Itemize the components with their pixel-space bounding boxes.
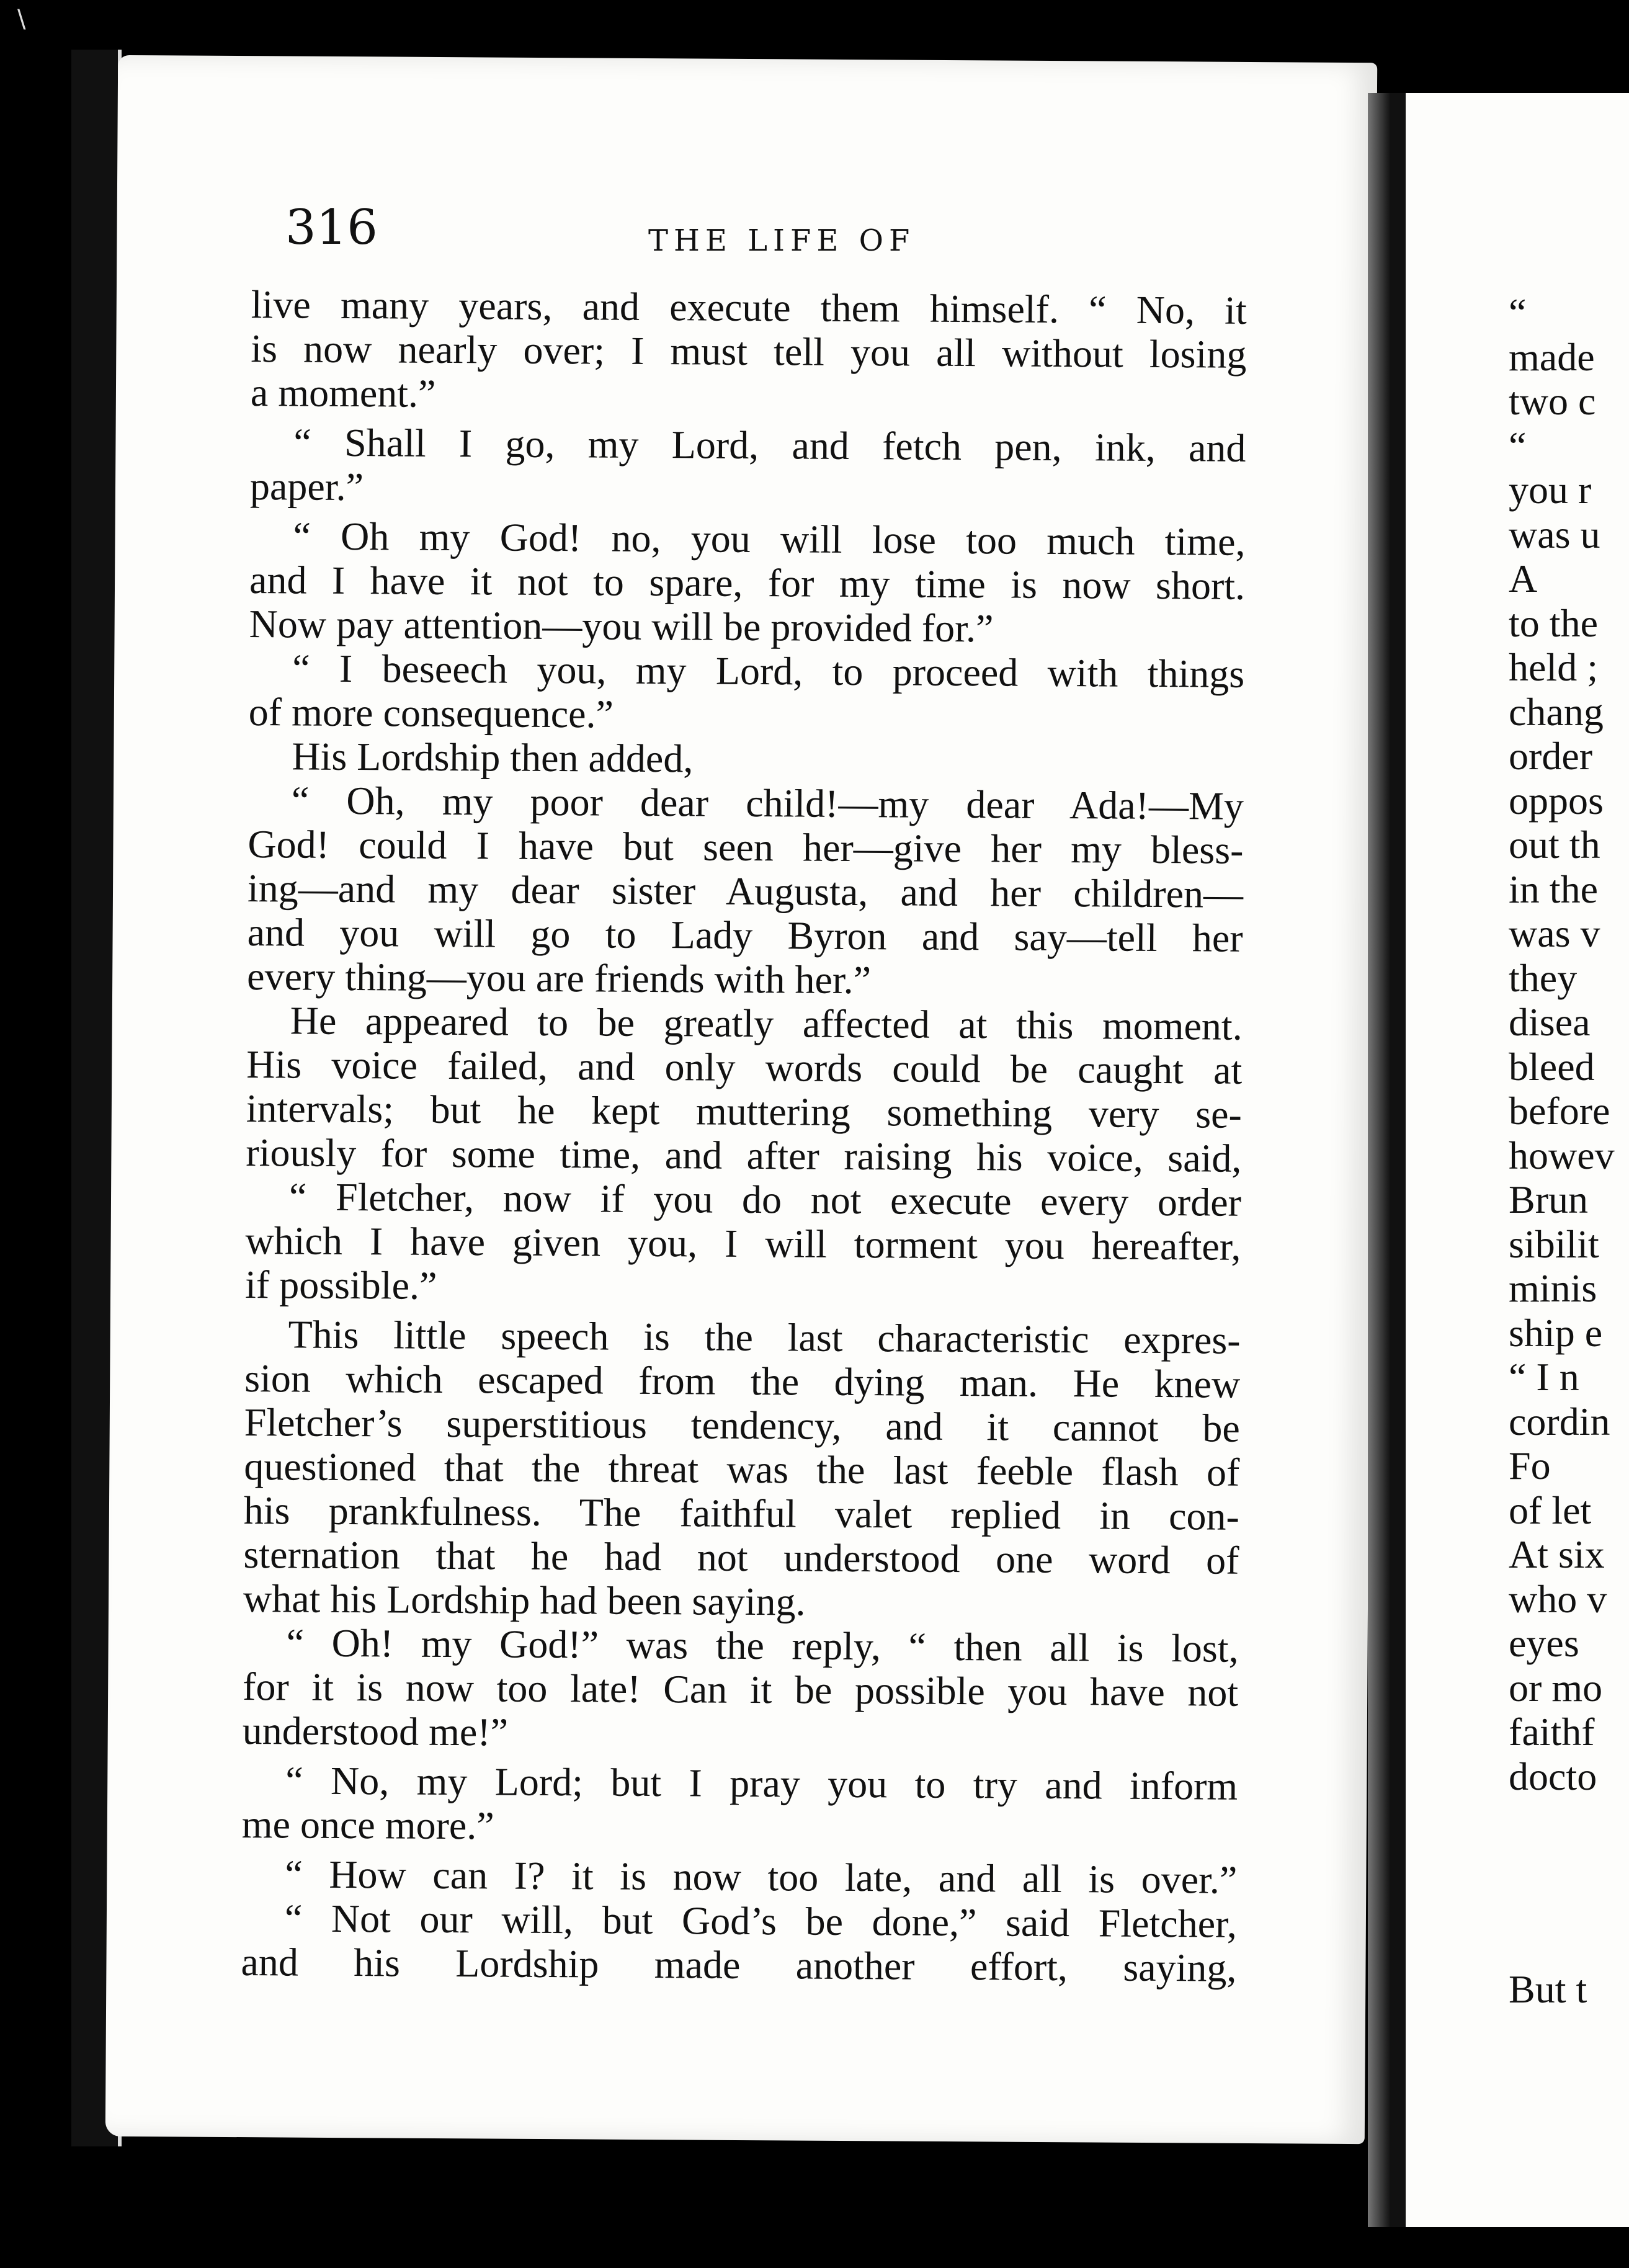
- text-line: questioned that the threat was the last feeble flash of: [244, 1444, 1240, 1494]
- facing-text-line: Fo: [1509, 1444, 1551, 1488]
- text-line: This little speech is the last characteristic expres-: [288, 1312, 1241, 1362]
- facing-text-line: “: [1509, 290, 1527, 334]
- text-line: His Lordship then added,: [292, 734, 694, 781]
- facing-text-line: sibilit: [1509, 1221, 1599, 1266]
- facing-text-line: out th: [1509, 823, 1600, 867]
- text-line: of more consequence.”: [248, 689, 614, 736]
- facing-text-line: A: [1509, 556, 1538, 600]
- text-line: sternation that he had not understood one word of: [243, 1532, 1239, 1583]
- facing-text-line: howev: [1509, 1133, 1615, 1177]
- facing-text-line: cordin: [1509, 1399, 1610, 1444]
- text-line: God! could I have but seen her—give her my bless-: [248, 821, 1244, 872]
- facing-text-line: held ;: [1509, 645, 1598, 689]
- facing-text-line: docto: [1509, 1754, 1597, 1798]
- text-line: Fletcher’s superstitious tendency, and it cannot be: [244, 1400, 1240, 1450]
- facing-text-line: of let: [1509, 1488, 1592, 1532]
- text-line: Now pay attention—you will be provided for.”: [249, 601, 994, 651]
- page-body-text: [241, 282, 1247, 1990]
- running-head: THE LIFE OF: [648, 223, 916, 258]
- facing-text-line: to the: [1509, 600, 1598, 645]
- facing-text-line: ship e: [1509, 1310, 1603, 1355]
- facing-text-line: made: [1509, 334, 1595, 379]
- facing-text-line: they: [1509, 955, 1578, 1000]
- facing-text-line: bleed: [1509, 1044, 1595, 1089]
- text-line: and you will go to Lady Byron and say—tell her: [247, 909, 1243, 960]
- facing-text-line: oppos: [1509, 778, 1604, 823]
- facing-text-line: minis: [1509, 1266, 1597, 1310]
- facing-text-line: two c: [1509, 379, 1596, 423]
- text-line: which I have given you, I will torment you hereafter,: [245, 1218, 1241, 1269]
- facing-text-line: “: [1509, 423, 1527, 468]
- text-line: “ Fletcher, now if you do not execute every order: [288, 1174, 1242, 1225]
- text-line: is now nearly over; I must tell you all without losing: [251, 326, 1247, 377]
- text-line: “ Not our will, but God’s be done,” said Fletcher,: [284, 1896, 1238, 1946]
- text-line: “ I beseech you, my Lord, to proceed with things: [292, 646, 1245, 696]
- text-line: live many years, and execute them himself. “ No, it: [251, 282, 1247, 333]
- text-line: “ How can I? it is now too late, and all is over.”: [285, 1852, 1238, 1902]
- page-number: 316: [285, 200, 378, 256]
- text-line: “ Oh, my poor dear child!—my dear Ada!—My: [291, 778, 1244, 828]
- text-line: and his Lordship made another effort, saying,: [241, 1939, 1237, 1990]
- facing-text-line: was v: [1509, 911, 1600, 955]
- facing-text-line: Brun: [1509, 1177, 1588, 1221]
- text-line: a moment.”: [250, 370, 436, 416]
- text-line: “ Oh! my God!” was the reply, “ then all is lost,: [286, 1620, 1239, 1671]
- text-line: every thing—you are friends with her.”: [246, 953, 872, 1002]
- text-line: me once more.”: [241, 1801, 494, 1848]
- facing-text-line: was u: [1509, 512, 1600, 556]
- facing-page-text: [1509, 290, 1614, 1798]
- facing-text-line: before: [1509, 1089, 1610, 1133]
- text-line: and I have it not to spare, for my time is now short.: [249, 557, 1246, 608]
- facing-text-line: in the: [1509, 867, 1598, 911]
- text-line: His voice failed, and only words could be caught at: [246, 1042, 1243, 1092]
- facing-text-line: order: [1509, 734, 1593, 778]
- facing-text-line: who v: [1509, 1576, 1607, 1621]
- text-line: sion which escaped from the dying man. He knew: [244, 1355, 1241, 1406]
- facing-text-line: you r: [1509, 468, 1592, 512]
- text-line: what his Lordship had been saying.: [243, 1576, 806, 1624]
- text-line: “ Shall I go, my Lord, and fetch pen, ink, and: [293, 420, 1246, 470]
- scan-corner-mark: \: [17, 5, 26, 33]
- text-line: if possible.”: [244, 1262, 437, 1308]
- text-line: paper.”: [249, 463, 364, 509]
- text-line: intervals; but he kept muttering something very se-: [246, 1086, 1243, 1136]
- text-line: for it is now too late! Can it be possible you have not: [242, 1664, 1239, 1715]
- facing-text-line: eyes: [1509, 1621, 1579, 1665]
- text-line: his prankfulness. The faithful valet replied in con-: [243, 1488, 1240, 1538]
- text-line: “ Oh my God! no, you will lose too much time,: [293, 514, 1246, 564]
- text-line: understood me!”: [242, 1708, 509, 1754]
- facing-text-line: chang: [1509, 689, 1604, 734]
- facing-text-line: disea: [1509, 1000, 1591, 1044]
- facing-text-line: faithf: [1509, 1710, 1595, 1754]
- text-line: ing—and my dear sister Augusta, and her children—: [247, 865, 1244, 916]
- facing-text-line: or mo: [1509, 1665, 1603, 1710]
- text-line: “ No, my Lord; but I pray you to try and inform: [285, 1758, 1238, 1808]
- facing-text-line: “ I n: [1509, 1355, 1579, 1399]
- facing-text-line: At six: [1509, 1532, 1605, 1576]
- text-line: riously for some time, and after raising his voice, said,: [246, 1130, 1242, 1181]
- text-line: He appeared to be greatly affected at this moment.: [290, 998, 1243, 1048]
- facing-page-last-line: But t: [1509, 1967, 1587, 2011]
